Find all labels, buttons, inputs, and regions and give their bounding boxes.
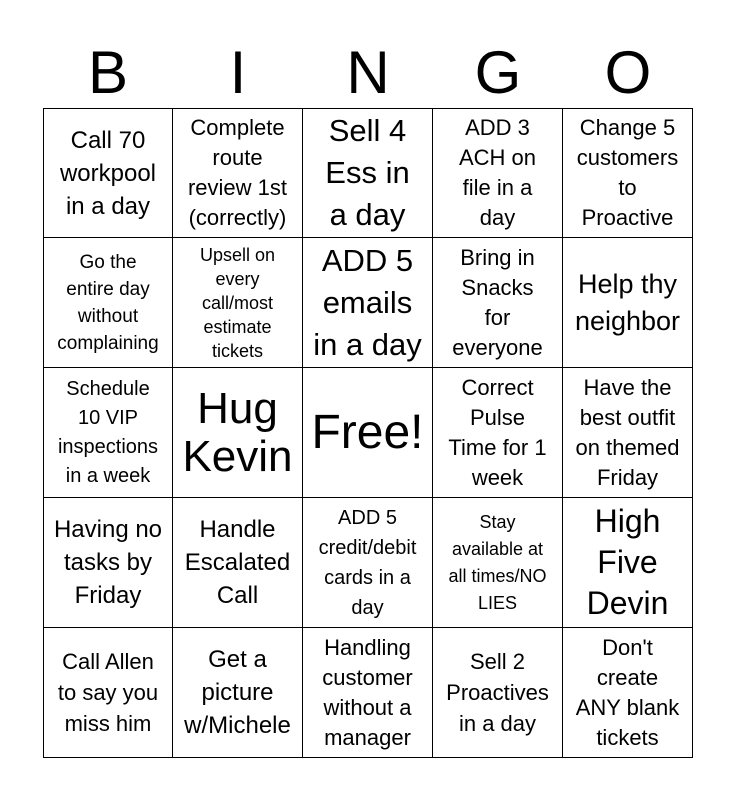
cell-text: High Five Devin <box>586 503 669 621</box>
cell-text: Complete route review 1st (correctly) <box>187 115 288 230</box>
bingo-cell[interactable] <box>563 628 693 758</box>
bingo-header <box>43 40 693 106</box>
cell-text: ADD 5 credit/debit cards in a day <box>318 506 417 619</box>
cell-text: Handle Escalated Call <box>184 516 291 609</box>
bingo-cell[interactable] <box>43 368 173 498</box>
bingo-card <box>43 108 693 758</box>
cell-text: Call 70 workpool in a day <box>59 126 157 220</box>
cell-text: Schedule 10 VIP inspections in a week <box>57 377 159 487</box>
bingo-cell[interactable] <box>43 498 173 628</box>
cell-text: Upsell on every call/most estimate tickets <box>199 244 276 361</box>
cell-text: Have the best outfit on themed Friday <box>575 374 680 490</box>
cell-text: Handling customer without a manager <box>322 634 413 750</box>
header-letter-n: N <box>346 39 390 106</box>
bingo-cell[interactable] <box>563 238 693 368</box>
cell-text: ADD 3 ACH on file in a day <box>458 115 537 230</box>
bingo-cell[interactable] <box>433 108 563 238</box>
bingo-cell[interactable] <box>43 238 173 368</box>
bingo-cell[interactable] <box>303 368 433 498</box>
bingo-cell[interactable] <box>43 628 173 758</box>
cell-text: Go the entire day without complaining <box>57 251 159 354</box>
cell-text: Correct Pulse Time for 1 week <box>448 374 547 490</box>
bingo-cell[interactable] <box>303 498 433 628</box>
cell-text: Call Allen to say you miss him <box>57 649 159 736</box>
cell-text: Sell 4 Ess in a day <box>325 113 410 232</box>
bingo-cell[interactable] <box>433 368 563 498</box>
bingo-cell[interactable] <box>173 498 303 628</box>
bingo-cell[interactable] <box>433 498 563 628</box>
bingo-cell[interactable] <box>303 628 433 758</box>
bingo-cell[interactable] <box>43 108 173 238</box>
bingo-cell[interactable] <box>563 108 693 238</box>
cell-text: Having no tasks by Friday <box>53 516 163 609</box>
header-letter-i: I <box>229 39 247 106</box>
cell-text: Free! <box>311 405 424 459</box>
cell-text: Get a picture w/Michele <box>184 646 291 739</box>
bingo-cell[interactable] <box>173 628 303 758</box>
bingo-cell[interactable] <box>563 498 693 628</box>
bingo-cell[interactable] <box>173 368 303 498</box>
bingo-cell[interactable] <box>303 238 433 368</box>
bingo-cell[interactable] <box>433 628 563 758</box>
bingo-cell[interactable] <box>563 368 693 498</box>
cell-text: ADD 5 emails in a day <box>313 242 422 362</box>
header-letter-b: B <box>87 39 129 106</box>
header-letter-g: G <box>474 39 522 106</box>
cell-text: Bring in Snacks for everyone <box>452 244 543 360</box>
bingo-cell[interactable] <box>173 108 303 238</box>
bingo-cell[interactable] <box>303 108 433 238</box>
cell-text: Don't create ANY blank tickets <box>575 634 680 750</box>
cell-text: Hug Kevin <box>182 383 293 481</box>
bingo-cell[interactable] <box>173 238 303 368</box>
cell-text: Stay available at all times/NO LIES <box>448 511 547 613</box>
cell-text: Change 5 customers to Proactive <box>576 115 679 230</box>
header-letter-o: O <box>604 39 652 106</box>
bingo-cell[interactable] <box>433 238 563 368</box>
cell-text: Help thy neighbor <box>574 268 681 336</box>
cell-text: Sell 2 Proactives in a day <box>446 649 549 736</box>
